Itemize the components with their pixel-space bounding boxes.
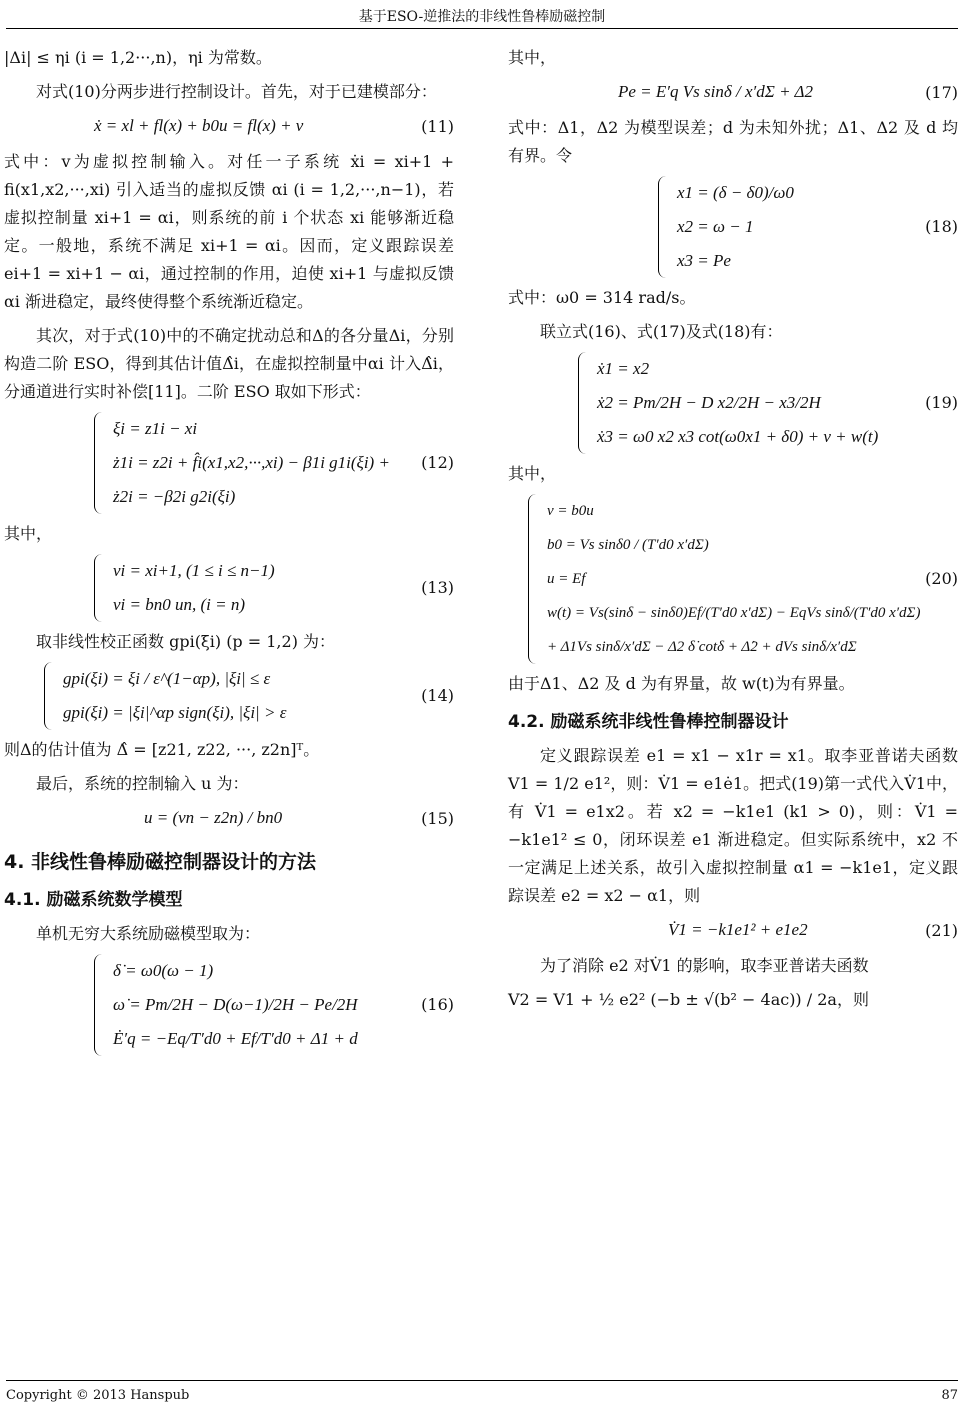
equation-11: ẋ = xl + fl(x) + b0u = fl(x) + v (11) [94, 116, 454, 136]
left-column [4, 44, 454, 1062]
subsection-heading: 4.1. 励磁系统数学模型 [4, 890, 183, 910]
section-heading: 4. 非线性鲁棒励磁控制器设计的方法 [4, 851, 317, 873]
equation-13: vi = xi+1, (1 ≤ i ≤ n−1) vi = bn0 un, (i = n) (13) [4, 554, 454, 622]
header-rule [6, 28, 958, 29]
page-number: 87 [941, 1388, 958, 1403]
equation-19: ẋ1 = x2 ẋ2 = Pm/2H − D x2/2H − x3/2H ẋ3 = ω0 x2 x3 cot(ω0x1 + δ0) + v + w(t) (19) [508, 352, 958, 454]
paragraph: 其中， [508, 464, 557, 483]
footer [6, 1388, 958, 1403]
copyright: Copyright © 2013 Hanspub [6, 1388, 190, 1403]
footer-rule [6, 1380, 958, 1381]
equation-18: x1 = (δ − δ0)/ω0 x2 = ω − 1 x3 = Pe (18) [508, 176, 958, 278]
paragraph: 其次，对于式(10)中的不确定扰动总和Δ的各分量Δi，分别构造二阶 ESO，得到其估计值Δ̂i，在虚拟控制量中αi 计入Δ̂i，分通道进行实时补偿[11]。二阶 ESO 取如下形式： [4, 326, 454, 401]
right-column [508, 44, 958, 1020]
equation-16: δ̇ = ω0(ω − 1) ω̇ = Pm/2H − D(ω−1)/2H − Pe/2H Ė′q = −Eq/T′d0 + Ef/T′d0 + Δ1 + d (16) [4, 954, 454, 1056]
paragraph: 由于Δ1、Δ2 及 d 为有界量，故 w(t)为有界量。 [508, 674, 855, 693]
subsection-heading: 4.2. 励磁系统非线性鲁棒控制器设计 [508, 712, 789, 732]
equation-21: V̇1 = −k1e1² + e1e2 (21) [668, 920, 958, 940]
paragraph: 取非线性校正函数 gpi(ξi) (p = 1,2) 为： [36, 632, 336, 651]
equation-20: v = b0u b0 = Vs sinδ0 / (T′d0 x′dΣ) u = Ef w(t) = Vs(sinδ − sinδ0)Ef/(T′d0 x′dΣ) − EqVs sinδ/(T′d0 x′dΣ) + Δ1Vs sinδ/x′dΣ − Δ2 δ̇ cotδ + Δ̇2 + dVs sinδ/x′dΣ (20) [508, 494, 958, 664]
paragraph: 则Δ的估计值为 Δ̂ = [z21, z22, ···, z2n]ᵀ。 [4, 740, 320, 759]
equation-17: Pe = E′q Vs sinδ / x′dΣ + Δ2 (17) [618, 82, 958, 102]
paragraph: |Δi| ≤ ηi (i = 1,2···,n)，ηi 为常数。 [4, 48, 272, 67]
paragraph: 对式(10)分两步进行控制设计。首先，对于已建模部分： [36, 82, 437, 101]
paragraph: 为了消除 e2 对V̇1 的影响，取李亚普诺夫函数 [540, 956, 869, 975]
running-header: 基于ESO-逆推法的非线性鲁棒励磁控制 [358, 9, 606, 25]
paragraph: 定义跟踪误差 e1 = x1 − x1r = x1。取李亚普诺夫函数 V1 = 1/2 e1²，则：V̇1 = e1ė1。把式(19)第一式代入V̇1中，有 V̇1 = e1x2。若 x2 = −k1e1 (k1 > 0)，则：V̇1 = −k1e1² ≤ 0，闭环误差 e1 渐进稳定。但实际系统中，x2 不一定满足上述关系，故引入虚拟控制量 α1 = −k1e1，定义跟踪误差 e2 = x2 − α1，则 [508, 746, 958, 905]
paragraph: 单机无穷大系统励磁模型取为： [36, 924, 261, 943]
paragraph: 其中， [508, 48, 557, 67]
paragraph: V2 = V1 + ½ e2² (−b ± √(b² − 4ac)) / 2a，则 [508, 990, 869, 1009]
paragraph: 式中：v为虚拟控制输入。对任一子系统 ẋi = xi+1 + fi(x1,x2,···,xi) 引入适当的虚拟反馈 αi (i = 1,2,···,n−1)，若虚拟控制量 xi+1 = αi，则系统的前 i 个状态 xi 能够渐近稳定。一般地，系统不满足 xi+1 = αi。因而，定义跟踪误差 ei+1 = xi+1 − αi，通过控制的作用，迫使 xi+1 与虚拟反馈 αi 渐进稳定，最终使得整个系统渐近稳定。 [4, 152, 454, 311]
paragraph: 其中， [4, 524, 53, 543]
paragraph: 式中：ω0 = 314 rad/s。 [508, 288, 696, 307]
paragraph: 式中：Δ1，Δ2 为模型误差；d 为未知外扰；Δ1、Δ2 及 d 均有界。令 [508, 118, 958, 165]
equation-14: gpi(ξi) = ξi / ε^(1−αp), |ξi| ≤ ε gpi(ξi) = |ξi|^αp sign(ξi), |ξi| > ε (14) [4, 662, 454, 730]
paragraph: 最后，系统的控制输入 u 为： [36, 774, 249, 793]
equation-12: ξi = z1i − xi ż1i = z2i + f̂i(x1,x2,···,xi) − β1i g1i(ξi) + ż2i = −β2i g2i(ξi) (12) [4, 412, 454, 514]
paragraph: 联立式(16)、式(17)及式(18)有： [540, 322, 783, 341]
equation-15: u = (vn − z2n) / bn0 (15) [144, 808, 454, 828]
